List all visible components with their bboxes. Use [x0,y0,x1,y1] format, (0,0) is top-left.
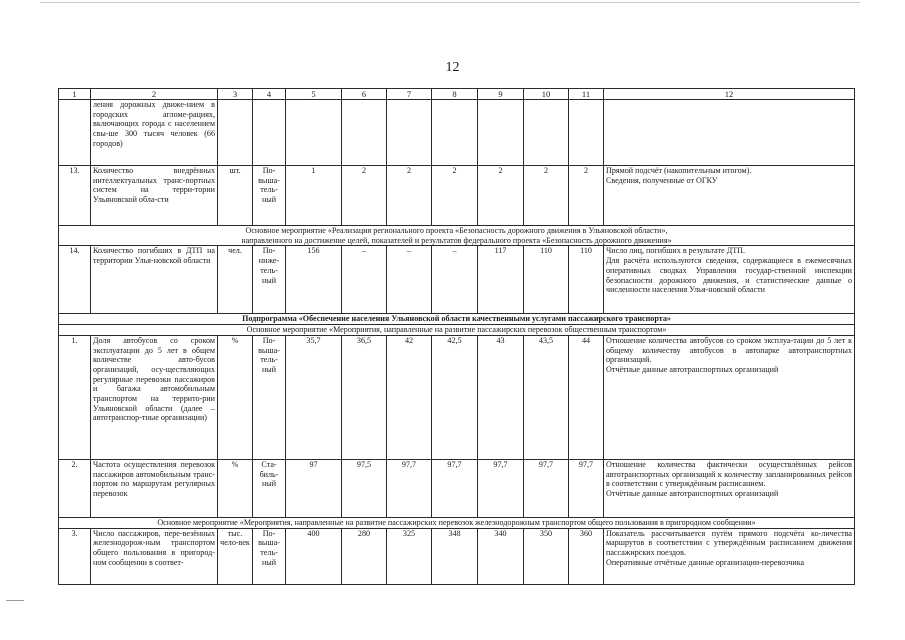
value-cell: 110 [524,246,569,314]
column-header: 9 [478,89,524,100]
section-row [59,226,855,246]
unit: % [218,459,253,517]
column-header: 4 [253,89,286,100]
value-cell: 36,5 [342,335,387,459]
column-header-row [59,89,855,100]
column-header: 10 [524,89,569,100]
table-row [59,335,855,459]
unit: % [218,335,253,459]
indicator-name: ления дорожных движе-нием в городских агломе-рациях, включающих города с населением свы-ше 300 тысяч человек (66 городов) [91,100,218,166]
value-cell: 2 [569,166,604,226]
value-cell: 350 [524,528,569,584]
value-cell: – [387,246,432,314]
note-line: Для расчёта используются сведения, содержащиеся в ежемесячных оперативных сводках Управления государ-ственной инспекции безопасности дорожного движения, и статистические данные о численности населения Улья-новской области [606,256,852,295]
column-header: 11 [569,89,604,100]
method-note [604,459,855,517]
indicator-name: Доля автобусов со сроком эксплуатации до 5 лет в общем количестве авто-бусов организаций, осу-ществляющих регулярные перевозки пассажиров и багажа автомобильным транспортом на террито-рии Ульяновской области (далее – автотранспор-тные организации) [91,335,218,459]
note-line: Оперативные отчётные данные организации-перевозчика [606,557,805,567]
table-row [59,166,855,226]
row-number: 13. [59,166,91,226]
section-row [59,325,855,336]
section-row [59,517,855,528]
column-header: 7 [387,89,432,100]
section-title: Основное мероприятие «Мероприятия, направленные на развитие пассажирских перевозок общественным транспортом» [59,325,855,336]
value-cell: – [342,246,387,314]
indicator-table [58,88,855,585]
value-cell: 43,5 [524,335,569,459]
value-cell: 2 [432,166,478,226]
table-row [59,246,855,314]
trend: По-выша-тель-ный [253,528,286,584]
section-title: Основное мероприятие «Мероприятия, направленные на развитие пассажирских перевозок железнодорожным транспортом общего пользования в пригородном сообщении» [59,517,855,528]
value-cell: 97 [286,459,342,517]
method-note [604,246,855,314]
scan-artifact-top [40,2,860,3]
trend: По-выша-тель-ный [253,335,286,459]
trend: Ста-биль-ный [253,459,286,517]
value-cell: 400 [286,528,342,584]
value-cell: 2 [387,166,432,226]
value-cell: 280 [342,528,387,584]
row-number: 1. [59,335,91,459]
value-cell: 325 [387,528,432,584]
note-line: Отчётные данные автотранспортных организаций [606,364,779,374]
row-number: 14. [59,246,91,314]
value-cell: 1 [286,166,342,226]
value-cell: 97,7 [569,459,604,517]
value-cell: 348 [432,528,478,584]
value-cell: 2 [478,166,524,226]
column-header: 6 [342,89,387,100]
method-note [604,166,855,226]
trend: По-ниже-тель-ный [253,246,286,314]
value-cell: 43 [478,335,524,459]
value-cell: 117 [478,246,524,314]
value-cell: 42 [387,335,432,459]
column-header: 3 [218,89,253,100]
value-cell: 156 [286,246,342,314]
value-cell: 44 [569,335,604,459]
indicator-name: Количество погибших в ДТП на территории Улья-новской области [91,246,218,314]
value-cell: – [432,246,478,314]
table-row [59,100,855,166]
page-number: 12 [445,60,460,75]
column-header: 1 [59,89,91,100]
subprogram-row [59,314,855,325]
value-cell: 97,7 [478,459,524,517]
value-cell: 110 [569,246,604,314]
note-line: Прямой подсчёт (накопительным итогом). [606,166,752,175]
table-row [59,459,855,517]
note-line: Отношение количества автобусов со сроком эксплуа-тации до 5 лет к общему количеству автобусов в автопарке автотранспортных организаций. [606,335,852,365]
note-line: Отношение количества фактически осуществлённых рейсов автотранспортных организаций к количеству запланированных рейсов в соответствии с утверждённым расписанием. [606,459,852,489]
unit: шт. [218,166,253,226]
column-header: 8 [432,89,478,100]
unit: чел. [218,246,253,314]
value-cell: 2 [524,166,569,226]
subprogram-title: Подпрограмма «Обеспечение населения Ульяновской области качественными услугами пассажирского транспорта» [59,314,855,325]
value-cell: 97,7 [524,459,569,517]
row-number: 3. [59,528,91,584]
value-cell: 97,7 [432,459,478,517]
method-note [604,528,855,584]
scan-artifact-left [6,600,24,601]
value-cell: 97,5 [342,459,387,517]
value-cell: 340 [478,528,524,584]
value-cell: 35,7 [286,335,342,459]
trend: По-выша-тель-ный [253,166,286,226]
value-cell: 2 [342,166,387,226]
note-line: Сведения, полученные от ОГКУ [606,175,718,185]
indicator-name: Количество внедрённых интеллектуальных транс-портных систем на терри-тории Ульяновской обла-сти [91,166,218,226]
value-cell: 360 [569,528,604,584]
indicator-name: Число пассажиров, пере-везённых железнодорож-ным транспортом общего пользования в пригород-ном сообщении в соответ- [91,528,218,584]
note-line: Число лиц, погибших в результате ДТП. [606,246,746,256]
column-header: 5 [286,89,342,100]
unit: тыс. чело-век [218,528,253,584]
value-cell: 97,7 [387,459,432,517]
indicator-name: Частота осуществления перевозок пассажиров автомобильным транс-портом по маршрутам регулярных перевозок [91,459,218,517]
note-line: Показатель рассчитывается путём прямого подсчёта ко-личества маршрутов в соответствии с утверждённым расписанием движения пассажирских поездов. [606,528,852,557]
method-note [604,335,855,459]
table-row [59,528,855,584]
section-title: Основное мероприятие «Реализация регионального проекта «Безопасность дорожного движения в Ульяновской области», направленного на достижение целей, показателей и результатов федерального проекта «Безопасность дорожного движения» [59,226,855,246]
row-number: 2. [59,459,91,517]
column-header: 12 [604,89,855,100]
column-header: 2 [91,89,218,100]
value-cell: 42,5 [432,335,478,459]
note-line: Отчётные данные автотранспортных организаций [606,488,779,498]
